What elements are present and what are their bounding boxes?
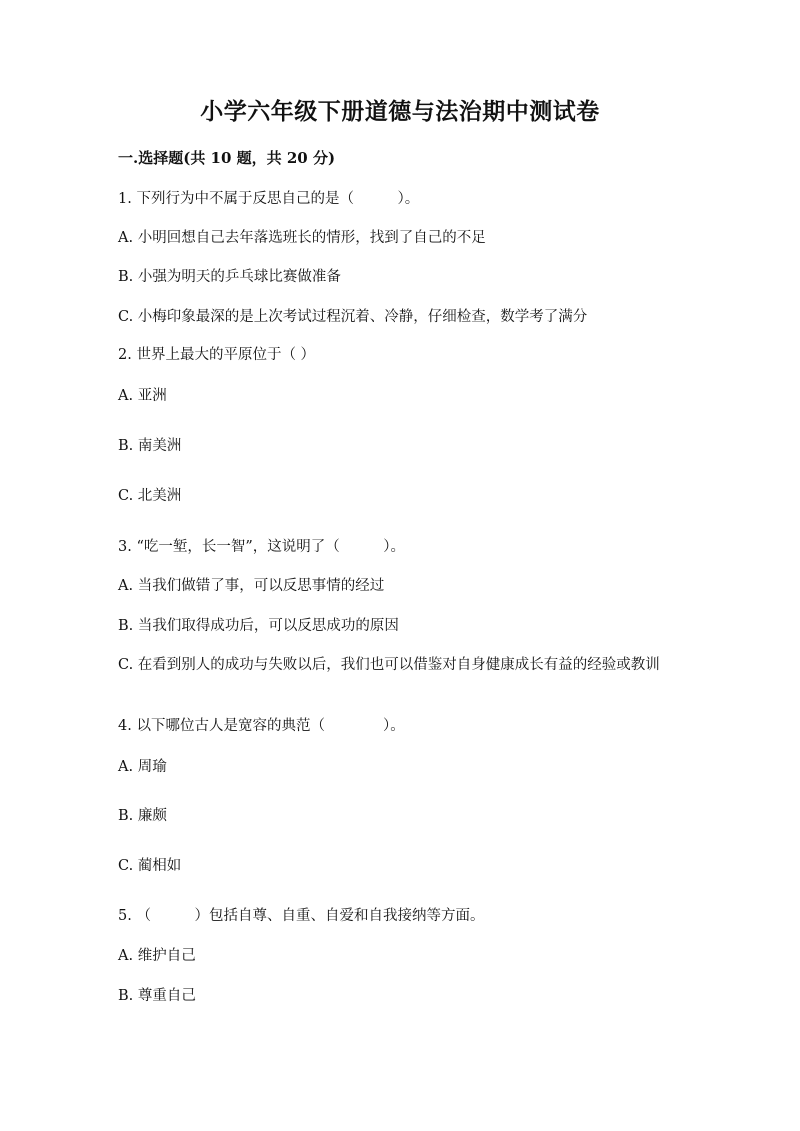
question-1-option-a: A. 小明回想自己去年落选班长的情形，找到了自己的不足 — [118, 230, 486, 246]
question-1-option-b: B. 小强为明天的乒乓球比赛做准备 — [118, 269, 341, 285]
question-3-option-b: B. 当我们取得成功后，可以反思成功的原因 — [118, 618, 399, 634]
question-5-option-b: B. 尊重自己 — [118, 988, 196, 1004]
question-2-option-c: C. 北美洲 — [118, 488, 182, 504]
question-5-option-a: A. 维护自己 — [118, 948, 196, 964]
section-heading: 一.选择题(共 10 题，共 20 分) — [118, 149, 336, 167]
page-title: 小学六年级下册道德与法治期中测试卷 — [200, 98, 600, 125]
question-3-stem: 3. “吃一堑，长一智”，这说明了（ ）。 — [118, 539, 406, 555]
question-2-option-b: B. 南美洲 — [118, 438, 182, 454]
question-4-option-b: B. 廉颇 — [118, 808, 167, 824]
question-1-option-c: C. 小梅印象最深的是上次考试过程沉着、冷静，仔细检查，数学考了满分 — [118, 309, 588, 325]
question-1-stem: 1. 下列行为中不属于反思自己的是（ ）。 — [118, 191, 420, 207]
question-3-option-a: A. 当我们做错了事，可以反思事情的经过 — [118, 578, 385, 594]
question-2-stem: 2. 世界上最大的平原位于（ ） — [118, 347, 316, 363]
question-4-stem: 4. 以下哪位古人是宽容的典范（ ）。 — [118, 718, 405, 734]
question-3-option-c: C. 在看到别人的成功与失败以后，我们也可以借鉴对自身健康成长有益的经验或教训 — [118, 657, 660, 673]
question-5-stem: 5. （ ）包括自尊、自重、自爱和自我接纳等方面。 — [118, 908, 485, 924]
question-2-option-a: A. 亚洲 — [118, 388, 167, 404]
question-4-option-c: C. 蔺相如 — [118, 858, 182, 874]
question-4-option-a: A. 周瑜 — [118, 759, 167, 775]
